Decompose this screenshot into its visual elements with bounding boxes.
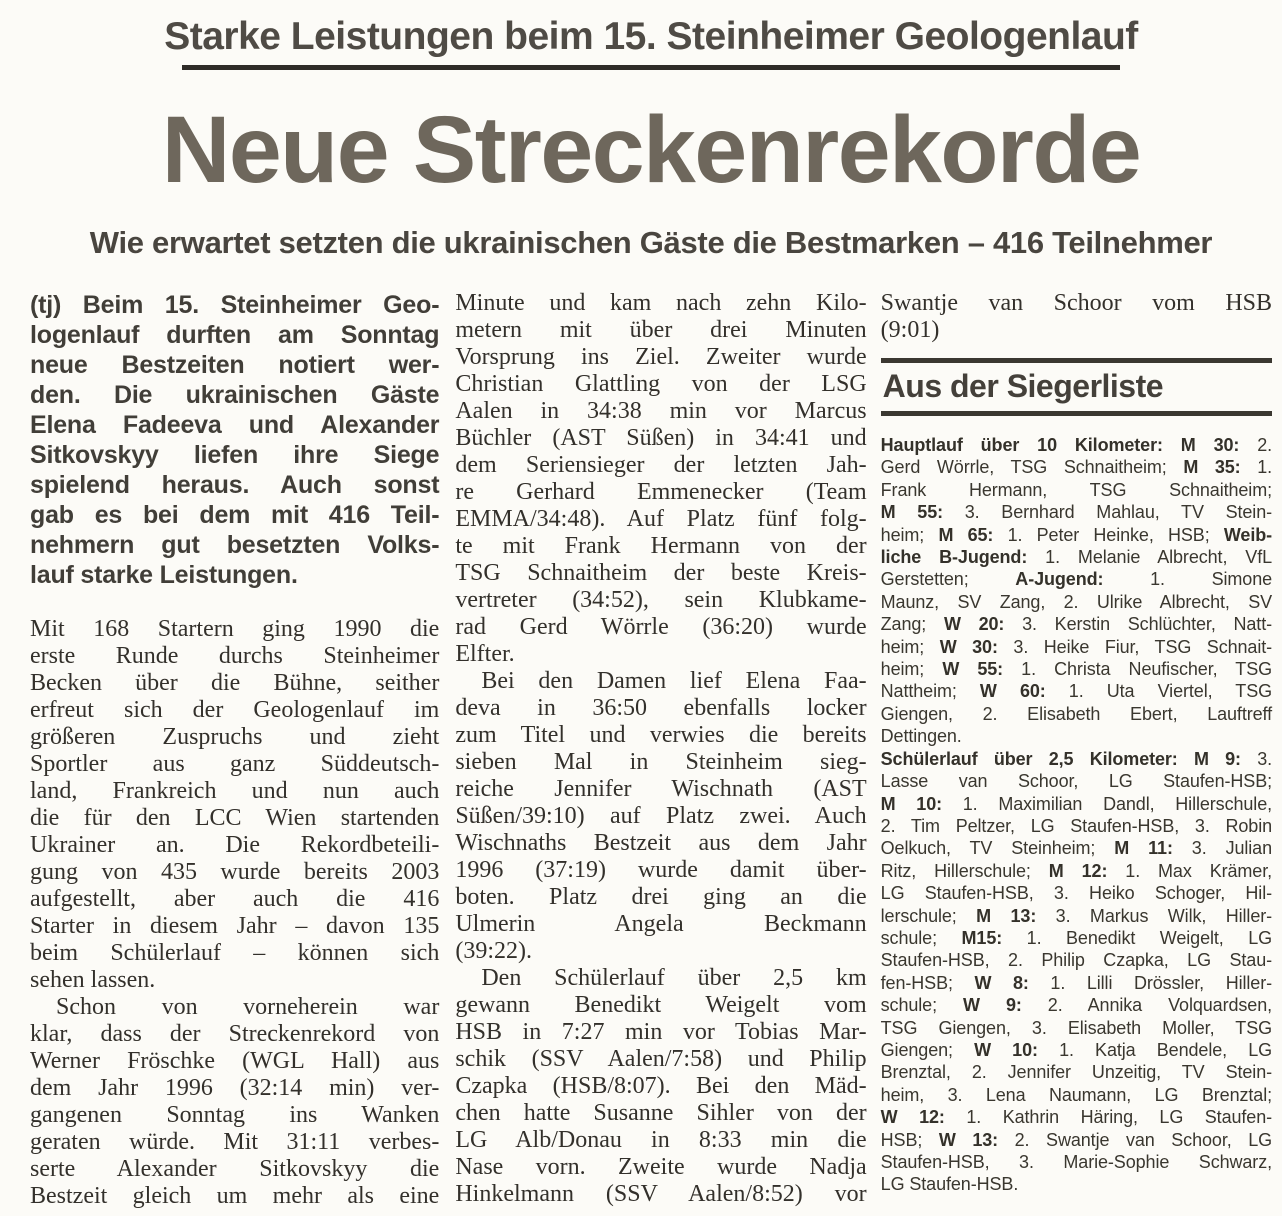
text-line: Elfter. bbox=[455, 641, 515, 667]
text-line: 1996 (37:19) wurde damit über- bbox=[455, 857, 867, 883]
text-line: W 12: 1. Kathrin Häring, LG Staufen- bbox=[880, 1107, 1273, 1128]
text-line: erfreut sich der Geologenlauf im bbox=[30, 697, 440, 723]
text-line: sieben Mal in Steinheim sieg- bbox=[455, 749, 867, 775]
article-header bbox=[30, 14, 1272, 262]
text-line: gab es bei dem mit 416 Teil- bbox=[30, 501, 440, 529]
sidebar-title: Aus der Siegerliste bbox=[882, 368, 1164, 404]
text-line: dem Seriensieger der letzten Jah- bbox=[455, 452, 867, 478]
text-line: Wischnaths Bestzeit aus dem Jahr bbox=[455, 830, 867, 856]
text-line: chen hatte Susanne Sihler von der bbox=[455, 1100, 867, 1126]
text-line: M 55: 3. Bernhard Mahlau, TV Stein- bbox=[880, 502, 1273, 523]
text-line: Sportler aus ganz Süddeutsch- bbox=[30, 751, 440, 777]
text-line: Werner Fröschke (WGL Hall) aus bbox=[30, 1048, 440, 1074]
text-line: geraten würde. Mit 31:11 verbes- bbox=[30, 1129, 440, 1155]
text-line: fen-HSB; W 8: 1. Lilli Drössler, Hiller- bbox=[880, 972, 1272, 993]
text-line: re Gerhard Emmenecker (Team bbox=[455, 479, 867, 505]
text-line: aufgestellt, aber auch die 416 bbox=[30, 886, 440, 912]
text-line: gung von 435 wurde bereits 2003 bbox=[30, 859, 440, 885]
text-line: 2. Tim Peltzer, LG Staufen-HSB, 3. Robin bbox=[880, 815, 1273, 836]
text-line: LG Alb/Donau in 8:33 min die bbox=[455, 1127, 867, 1153]
text-line: (39:22). bbox=[455, 938, 532, 964]
text-line: Oelkuch, TV Steinheim; M 11: 3. Julian bbox=[880, 838, 1273, 859]
text-line: Nase vorn. Zweite wurde Nadja bbox=[455, 1154, 867, 1180]
text-line: größeren Zuspruchs und zieht bbox=[30, 724, 440, 750]
paragraph bbox=[455, 965, 866, 1208]
text-line: TSG Schnaitheim der beste Kreis- bbox=[455, 560, 867, 586]
results-paragraph bbox=[881, 434, 1272, 748]
text-line: Hauptlauf über 10 Kilometer: M 30: 2. bbox=[880, 435, 1273, 455]
text-line: deva in 36:50 ebenfalls locker bbox=[455, 695, 867, 721]
text-line: serte Alexander Sitkovskyy die bbox=[30, 1156, 440, 1182]
text-line: Sitkovskyy liefen ihre Siege bbox=[30, 441, 440, 469]
text-line: schule; W 9: 2. Annika Volquardsen, bbox=[880, 995, 1273, 1016]
text-line: Giengen, 2. Elisabeth Ebert, Lauftreff bbox=[880, 703, 1273, 724]
article-body bbox=[30, 290, 1272, 1210]
text-line: Hinkelmann (SSV Aalen/8:52) vor bbox=[455, 1181, 867, 1207]
text-line: Dettingen. bbox=[880, 726, 962, 747]
text-line: (9:01) bbox=[880, 317, 940, 343]
text-line: HSB in 7:27 min vor Tobias Mar- bbox=[455, 1019, 867, 1045]
text-line: EMMA/34:48). Auf Platz fünf folg- bbox=[455, 506, 867, 532]
text-line: rad Gerd Wörrle (36:20) wurde bbox=[455, 614, 867, 640]
text-line: Minute und kam nach zehn Kilo- bbox=[455, 290, 867, 316]
text-line: neue Bestzeiten notiert wer- bbox=[30, 351, 440, 379]
text-line: Staufen-HSB, 2. Philip Czapka, LG Stau- bbox=[880, 950, 1273, 971]
text-line: gewann Benedikt Weigelt vom bbox=[455, 992, 867, 1018]
kicker-underline bbox=[182, 65, 1120, 70]
text-line: boten. Platz drei ging an die bbox=[455, 884, 867, 910]
text-line: land, Frankreich und nun auch bbox=[30, 778, 440, 804]
text-line: nehmern gut besetzten Volks- bbox=[30, 531, 440, 559]
text-line: reiche Jennifer Wischnath (AST bbox=[455, 776, 867, 802]
text-line: gangenen Sonntag ins Wanken bbox=[30, 1102, 440, 1128]
text-line: Frank Hermann, TSG Schnaitheim; bbox=[880, 479, 1273, 500]
text-line: HSB; W 13: 2. Swantje van Schoor, LG bbox=[880, 1129, 1273, 1150]
text-line: schik (SSV Aalen/7:58) und Philip bbox=[455, 1046, 867, 1072]
text-line: heim; W 55: 1. Christa Neufischer, TSG bbox=[880, 659, 1273, 680]
text-line: Maunz, SV Zang, 2. Ulrike Albrecht, SV bbox=[880, 591, 1273, 612]
text-line: Den Schülerlauf über 2,5 km bbox=[481, 965, 867, 991]
text-line: TSG Giengen, 3. Elisabeth Moller, TSG bbox=[880, 1017, 1273, 1038]
text-line: den. Die ukrainischen Gäste bbox=[30, 381, 440, 409]
text-line: dem Jahr 1996 (32:14 min) ver- bbox=[30, 1075, 440, 1101]
text-line: heim; M 65: 1. Peter Heinke, HSB; Weib- bbox=[880, 524, 1273, 545]
text-line: klar, dass der Streckenrekord von bbox=[30, 1021, 440, 1047]
text-line: LG Staufen-HSB. bbox=[880, 1174, 1019, 1195]
column-middle bbox=[455, 290, 866, 1210]
text-line: heim, 3. Lena Naumann, LG Brenztal; bbox=[880, 1084, 1273, 1105]
spacer bbox=[881, 416, 1272, 434]
text-line: lauf starke Leistungen. bbox=[30, 561, 298, 589]
text-line: liche B-Jugend: 1. Melanie Albrecht, VfL bbox=[880, 547, 1273, 568]
text-line: Aalen in 34:38 min vor Marcus bbox=[455, 398, 867, 424]
column-right bbox=[881, 290, 1272, 1210]
text-line: Bestzeit gleich um mehr als eine bbox=[30, 1183, 440, 1209]
paragraph bbox=[881, 290, 1272, 344]
text-line: schule; M15: 1. Benedikt Weigelt, LG bbox=[880, 927, 1273, 948]
text-line: logenlauf durften am Sonntag bbox=[30, 321, 440, 349]
text-line: Mit 168 Startern ging 1990 die bbox=[30, 616, 440, 642]
text-line: Swantje van Schoor vom HSB bbox=[880, 290, 1273, 316]
text-line: beim Schülerlauf – können sich bbox=[30, 940, 440, 966]
text-line: Büchler (AST Süßen) in 34:41 und bbox=[455, 425, 867, 451]
subheadline: Wie erwartet setzten die ukrainischen Gäste die Bestmarken – 416 Teilnehmer bbox=[89, 225, 1213, 260]
text-line: Ukrainer an. Die Rekordbeteili- bbox=[30, 832, 440, 858]
text-line: vertreter (34:52), sein Klubkame- bbox=[455, 587, 867, 613]
column-left bbox=[30, 290, 439, 1210]
text-line: Czapka (HSB/8:07). Bei den Mäd- bbox=[455, 1073, 867, 1099]
text-line: Ulmerin Angela Beckmann bbox=[455, 911, 867, 937]
text-line: Bei den Damen lief Elena Faa- bbox=[481, 668, 867, 694]
text-line: lerschule; M 13: 3. Markus Wilk, Hiller- bbox=[880, 905, 1273, 926]
paragraph bbox=[30, 616, 439, 994]
text-line: Starter in diesem Jahr – davon 135 bbox=[30, 913, 440, 939]
paragraph bbox=[30, 994, 439, 1210]
text-line: Ritz, Hillerschule; M 12: 1. Max Krämer, bbox=[880, 860, 1273, 881]
paragraph bbox=[455, 290, 866, 668]
kicker: Starke Leistungen beim 15. Steinheimer Geologenlauf bbox=[164, 15, 1138, 58]
headline: Neue Streckenrekorde bbox=[161, 97, 1141, 203]
text-line: Lasse van Schoor, LG Staufen-HSB; bbox=[880, 771, 1273, 792]
lead-paragraph bbox=[30, 290, 439, 590]
text-line: erste Runde durchs Steinheimer bbox=[30, 643, 440, 669]
text-line: Becken über die Bühne, seither bbox=[30, 670, 440, 696]
text-line: sehen lassen. bbox=[30, 967, 156, 993]
text-line: Zang; W 20: 3. Kerstin Schlüchter, Natt- bbox=[880, 614, 1272, 635]
results-paragraph bbox=[881, 748, 1272, 1196]
text-line: spielend heraus. Auch sonst bbox=[30, 471, 440, 499]
text-line: Gerstetten; A-Jugend: 1. Simone bbox=[880, 569, 1273, 590]
text-line: Brenztal, 2. Jennifer Unzeitig, TV Stein- bbox=[880, 1062, 1273, 1083]
text-line: Schon von vorneherein war bbox=[56, 994, 440, 1020]
text-line: Schülerlauf über 2,5 Kilometer: M 9: 3. bbox=[880, 748, 1273, 769]
text-line: metern mit über drei Minuten bbox=[455, 317, 867, 343]
text-line: Gerd Wörrle, TSG Schnaitheim; M 35: 1. bbox=[880, 457, 1273, 478]
paragraph bbox=[455, 668, 866, 965]
text-line: te mit Frank Hermann von der bbox=[455, 533, 867, 559]
text-line: Nattheim; W 60: 1. Uta Viertel, TSG bbox=[880, 681, 1273, 702]
text-line: Süßen/39:10) auf Platz zwei. Auch bbox=[455, 803, 867, 829]
text-line: Vorsprung ins Ziel. Zweiter wurde bbox=[455, 344, 867, 370]
text-line: M 10: 1. Maximilian Dandl, Hillerschule, bbox=[880, 793, 1273, 814]
text-line: Giengen; W 10: 1. Katja Bendele, LG bbox=[880, 1039, 1273, 1060]
text-line: (tj) Beim 15. Steinheimer Geo- bbox=[30, 291, 440, 319]
text-line: Elena Fadeeva und Alexander bbox=[30, 411, 440, 439]
text-line: Christian Glattling von der LSG bbox=[455, 371, 867, 397]
text-line: heim; W 30: 3. Heike Fiur, TSG Schnait- bbox=[880, 636, 1273, 657]
text-line: Staufen-HSB, 3. Marie-Sophie Schwarz, bbox=[880, 1152, 1273, 1172]
text-line: zum Titel und verwies die bereits bbox=[455, 722, 867, 748]
text-line: die für den LCC Wien startenden bbox=[30, 805, 440, 831]
text-line: LG Staufen-HSB, 3. Heiko Schoger, Hil- bbox=[880, 883, 1273, 904]
